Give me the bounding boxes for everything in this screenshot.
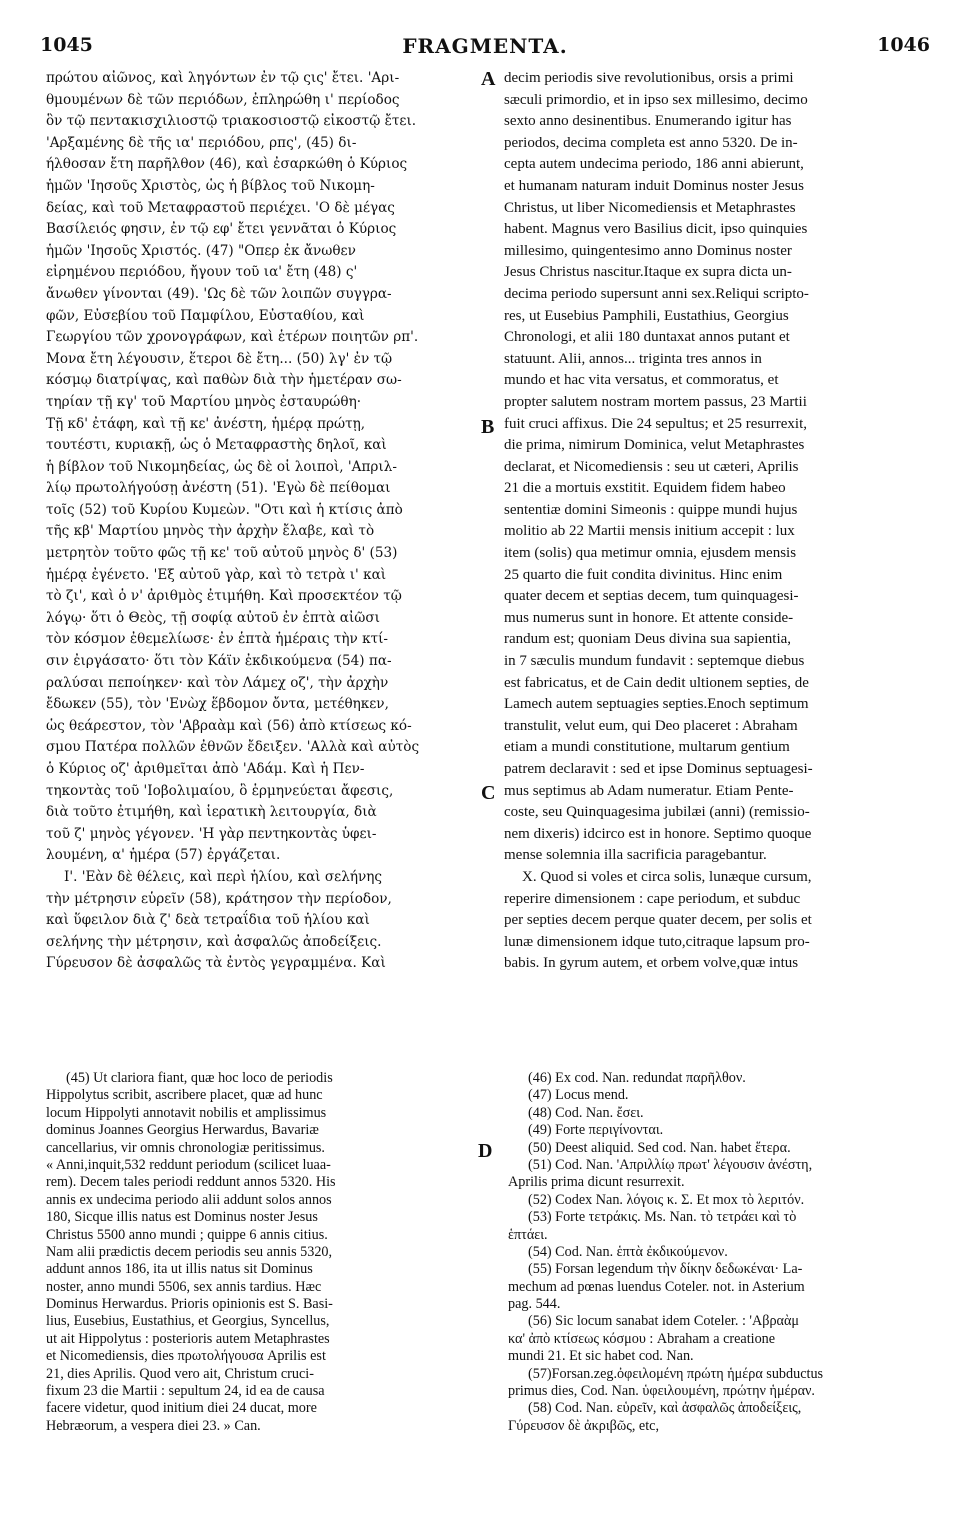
- column-marker-d: D: [478, 1140, 493, 1162]
- footnote-line: annis ex undecima periodo alii addunt solos annos: [46, 1191, 332, 1208]
- footnote-line: (45) Ut clariora fiant, quæ hoc loco de periodis: [66, 1070, 333, 1086]
- latin-text-line: transtulit, velut eum, qui Deo placeret : Abraham: [504, 717, 798, 734]
- greek-text-line: ἡμῶν 'Ιησοῦς Χριστός. (47) "Οπερ ἐκ ἄνωθεν: [46, 242, 356, 259]
- latin-text-line: item (solis) qua metimur omnia, ejusdem mensis: [504, 545, 797, 562]
- greek-text-line: ήλθοσαν ἔτη παρῆλθον (46), καὶ ἐσαρκώθη ὁ Κύριος: [46, 156, 408, 173]
- greek-text-line: μετρητὸν τοῦτο φῶς τῇ κε' τοῦ αὐτοῦ μηνὸς δ' (53): [46, 545, 398, 562]
- latin-text-line: sæculi primordio, et in ipso sex millesimo, decimo: [504, 91, 808, 108]
- latin-text-line: declarat, et Nicomediensis : seu ut cæteri, Aprilis: [504, 458, 799, 475]
- latin-text-line: Chronologi, et alii 180 duntaxat annos putant et: [504, 329, 790, 346]
- footnote-line: (55) Forsan legendum τὴν δίκην δεδωκέναι· La-: [528, 1261, 803, 1278]
- footnote-line: (46) Ex cod. Nan. redundat παρῆλθον.: [528, 1070, 746, 1086]
- greek-text-line: λόγῳ· ὅτι ὁ Θεὸς, τῇ σοφίᾳ αὐτοῦ ἐν ἑπτὰ αἰῶσι: [46, 609, 381, 626]
- greek-text-line: καὶ ὕφειλον διὰ ζ' δεὰ τετραΐδια τοῦ ἡλίου καὶ: [46, 912, 370, 929]
- footnote-line: Dominus Herwardus. Prioris opinionis est S. Basi-: [46, 1296, 333, 1313]
- column-marker-c: C: [481, 782, 496, 804]
- latin-text-line: propter salutem nostram mortem passus, 23 Martii: [504, 393, 807, 410]
- footnote-line: addunt annos 186, ita ut illis natus sit Dominus: [46, 1261, 313, 1278]
- greek-text-line: τὸ ζι', καὶ ὁ ν' ἀριθμὸς ἐτιμήθη. Καὶ προσεκτέον τῷ: [46, 588, 402, 605]
- greek-text-line: σμου Πατέρα πολλῶν ἐθνῶν ἔδειξεν. 'Αλλὰ καὶ αὐτὸς: [46, 739, 420, 756]
- latin-text-line: randum est; quoniam Deus divina sua sapientia,: [504, 631, 792, 648]
- greek-text-line: ὁ Κύριος οζ' ἀριθμεῖται ἀπὸ 'Αδάμ. Καὶ ἡ Πεν-: [46, 761, 365, 777]
- footnote-line: locum Hippolyti annotavit nobilis et amplissimus: [46, 1104, 327, 1121]
- latin-text-line: mus numerus sunt in honore. Et attente conside-: [504, 609, 794, 626]
- greek-text-line: τουτέστι, κυριακῇ, ὡς ὁ Μεταφραστὴς δηλοῖ, καὶ: [46, 437, 387, 454]
- greek-text-line: ραλύσαι πεποίηκεν· καὶ τὸν Λάμεχ οζ', τὴν ἀρχὴν: [46, 674, 389, 691]
- footnote-line: (53) Forte τετράκις. Ms. Nan. τὸ τετράει καὶ τὸ: [528, 1209, 797, 1226]
- greek-text-line: 'Αρξαμένης δὲ τῆς ια' περιόδου, ρπς', (45) δι-: [46, 134, 357, 151]
- footnote-line: (51) Cod. Nan. 'Απριλλίῳ πρωτ' λέγουσιν ἀνέστη,: [528, 1156, 813, 1173]
- greek-text-line: τοῖς (52) τοῦ Κυρίου Κυμεὼν. "Οτι καὶ ἡ κτίσις ἀπὸ: [46, 501, 403, 518]
- footnote-line: lius, Eusebius, Eustathius, et Georgius, Syncellus,: [46, 1313, 330, 1330]
- footnotes-right: [508, 1070, 938, 1435]
- latin-text-line: per septies decem perque quater decem, per solis et: [504, 912, 812, 929]
- greek-text-line: σελήνης τὴν μέτρησιν, καὶ ἀσφαλῶς ἀποδείξεις.: [46, 933, 382, 950]
- latin-text-line: habent. Magnus vero Basilius dicit, ipso quinquies: [504, 221, 808, 238]
- latin-text-line: et humanam naturam induit Dominus noster Jesus: [504, 177, 804, 194]
- latin-text-line: die prima, nimirum Dominica, velut Metaphrastes: [504, 437, 805, 454]
- latin-text-line: fuit cruci affixus. Die 24 sepultus; et 25 resurrexit,: [504, 415, 807, 432]
- greek-text-column: [46, 68, 486, 975]
- footnote-line: ut ait Hippolytus : posterioris autem Metaphrastes: [46, 1330, 330, 1347]
- footnote-line: (49) Forte περιγίνονται.: [528, 1122, 664, 1139]
- greek-text-line: Γεωργίου τῶν χρονογράφων, καὶ ἑτέρων ποιητῶν ρπ'.: [46, 329, 419, 346]
- latin-text-column: [504, 68, 934, 975]
- greek-text-line: εἰρημένου περιόδου, ἤγουν τοῦ ια' ἔτη (48) ς': [46, 264, 358, 281]
- latin-text-line: nem dixeris) idcirco est in honore. Septimo quoque: [504, 825, 812, 842]
- latin-text-line: X. Quod si voles et circa solis, lunæque cursum,: [522, 868, 812, 885]
- footnote-line: Γύρευσον δὲ ἀκριβῶς, etc,: [508, 1417, 660, 1434]
- latin-text-line: res, ut Eusebius Pamphili, Eustathius, Georgius: [504, 307, 789, 324]
- footnote-line: (48) Cod. Nan. ἔσει.: [528, 1104, 644, 1121]
- latin-text-line: etiam a mundi constitutione, multarum gentium: [504, 739, 790, 756]
- footnote-line: (57)Forsan.zeg.ὀφειλομένη πρώτη ἡμέρα subductus: [528, 1365, 824, 1382]
- greek-text-line: διὰ τοῦτο ἐτιμήθη, καὶ ἱερατικὴ λειτουργία, διὰ: [46, 804, 377, 821]
- footnote-line: mechum ad pœnas luendus Coteler. not. in Asterium: [508, 1278, 805, 1295]
- latin-text-line: reperire dimensionem : cape periodum, et subduc: [504, 890, 801, 907]
- latin-text-line: mundo et hac vita versatus, et commoratus, et: [504, 372, 779, 389]
- latin-text-line: statuunt. Alii, annos... triginta tres annos in: [504, 350, 762, 367]
- latin-text-line: decim periodis sive revolutionibus, orsis a primi: [504, 70, 794, 86]
- greek-text-line: τηκοντὰς τοῦ 'Ιοβολιμαίου, ὃ ἑρμηνεύεται ἄφεσις,: [46, 782, 394, 799]
- footnote-line: primus dies, Cod. Nan. ὑφειλουμένη, πρώτην ἡμέραν.: [508, 1383, 815, 1400]
- footnote-line: (58) Cod. Nan. εὑρεῖν, καὶ ἀσφαλῶς ἀποδείξεις,: [528, 1400, 802, 1417]
- greek-text-line: πρώτου αἰῶνος, καὶ ληγόντων ἐν τῷ ςις' ἔτει. 'Αρι-: [46, 70, 400, 86]
- latin-text-line: Christus, ut liber Nicomediensis et Metaphrastes: [504, 199, 796, 216]
- greek-text-line: λουμένη, α' ἡμέρα (57) ἐργάζεται.: [46, 847, 281, 864]
- latin-text-line: mus septimus ab Adam numeratur. Etiam Pente-: [504, 782, 794, 799]
- footnote-line: « Anni,inquit,532 reddunt periodum (scilicet luaa-: [46, 1156, 331, 1173]
- footnote-line: Hebræorum, a vespera diei 23. » Can.: [46, 1417, 261, 1434]
- footnote-line: 180, Sicque illis natus est Dominus noster Jesus: [46, 1209, 318, 1226]
- footnote-line: κα' ἀπὸ κτίσεως κόσμου : Abraham a creatione: [508, 1330, 776, 1347]
- footnote-line: Hippolytus scribit, ascribere placet, quæ ad hunc: [46, 1087, 323, 1104]
- latin-text-line: babis. In gyrum autem, et orbem volve,quæ intus: [504, 955, 799, 972]
- latin-text-line: est fabricatus, et de Cain dedit ultionem septies, de: [504, 674, 809, 691]
- latin-text-line: 21 die a mortuis exstitit. Equidem fidem habeo: [504, 480, 786, 497]
- column-marker-b: B: [481, 416, 495, 438]
- footnote-line: cancellarius, vir omnis chronologiæ peritissimus.: [46, 1139, 325, 1156]
- footnote-line: (52) Codex Nan. λόγοις κ. Σ. Et mox τὸ λεριτόν.: [528, 1191, 805, 1208]
- greek-text-line: Γύρευσον δὲ ἀσφαλῶς τὰ ἐντὸς γεγραμμένα. Καὶ: [46, 955, 386, 972]
- footnote-line: Christus 5500 anno mundi ; quippe 6 annis citius.: [46, 1226, 328, 1243]
- footnote-line: facere videtur, quod initium diei 24 ducat, more: [46, 1400, 317, 1417]
- greek-text-line: Τῇ κδ' ἐτάφη, καὶ τῇ κε' ἀνέστη, ἡμέρᾳ πρώτῃ,: [46, 415, 366, 432]
- footnote-line: noster, anno mundi 5506, sex annis tardius. Hæc: [46, 1278, 322, 1295]
- footnote-line: fixum 23 die Martii : sepultum 24, id ea de causa: [46, 1383, 325, 1400]
- page-header: [40, 22, 930, 56]
- greek-text-line: ἄνωθεν γίνονται (49). 'Ως δὲ τῶν λοιπῶν συγγρα-: [46, 285, 392, 302]
- latin-text-line: 25 quarto die fuit condita divinitus. Hinc enim: [504, 566, 783, 583]
- greek-text-line: ἡ βίβλον τοῦ Νικομηδείας, ὡς δὲ οἱ λοιποὶ, 'Απριλ-: [46, 458, 397, 475]
- greek-text-line: ἡμέρᾳ ἐγένετο. 'Εξ αὐτοῦ γὰρ, καὶ τὸ τετρὰ ι' καὶ: [46, 566, 387, 583]
- latin-text-line: coste, seu Quinquagesima jubilæi (anni) (remissio-: [504, 804, 810, 821]
- latin-text-line: lunæ dimensionem idque tuto,citraque lapsum pro-: [504, 933, 810, 950]
- greek-text-line: λίῳ πρωτολήγούσῃ ἀνέστη (51). 'Εγὼ δὲ πείθομαι: [46, 480, 391, 497]
- greek-text-line: τῆς κβ' Μαρτίου μηνὸς τὴν ἀρχὴν ἔλαβε, καὶ τὸ: [46, 523, 375, 540]
- footnote-line: (54) Cod. Nan. ἑπτὰ ἐκδικούμενον.: [528, 1243, 728, 1260]
- latin-text-line: quater decem et septias decem, tum quinquagesi-: [504, 588, 799, 605]
- greek-text-line: ἔδωκεν (55), τὸν 'Ενὼχ ἕβδομον ὄντα, μετέθηκεν,: [46, 696, 389, 713]
- greek-text-line: Μονα ἔτη λέγουσιν, ἕτεροι δὲ ἔτη... (50) λγ' ἐν τῷ: [46, 350, 393, 367]
- footnote-line: (56) Sic locum sanabat idem Coteler. : 'Αβραὰμ: [528, 1313, 800, 1330]
- latin-text-line: decima periodo supersunt anni sex.Reliqui scripto-: [504, 285, 809, 302]
- greek-text-line: φῶν, Εὐσεβίου τοῦ Παμφίλου, Εὐσταθίου, καὶ: [46, 307, 365, 324]
- running-title: FRAGMENTA.: [402, 34, 568, 58]
- greek-text-line: Βασίλειός φησιν, ἐν τῷ εφ' ἔτει γεννᾶται ὁ Κύριος: [46, 221, 397, 238]
- greek-text-line: θμουμένων δὲ τῶν περιόδων, ἐπληρώθη ι' περίοδος: [46, 91, 400, 108]
- latin-text-line: sexto anno desinentibus. Enumerando igitur has: [504, 113, 792, 130]
- footnote-line: dominus Joannes Georgius Herwardus, Bavariæ: [46, 1122, 319, 1139]
- footnote-line: mundi 21. Et sic habet cod. Nan.: [508, 1348, 694, 1365]
- greek-text-line: Ι'. 'Εὰν δὲ θέλεις, καὶ περὶ ἡλίου, καὶ σελήνης: [64, 868, 382, 885]
- latin-text-line: sententiæ domini Simeonis : quippe mundi hujus: [504, 501, 798, 518]
- footnote-line: Aprilis prima dicunt resurrexit.: [508, 1174, 685, 1191]
- greek-text-line: τὴν μέτρησιν εὑρεῖν (58), κράτησον τὴν περίοδον,: [46, 890, 392, 907]
- latin-text-line: mense solemnia illa sacrificia paragebantur.: [504, 847, 767, 864]
- footnote-line: Nam alii prædictis decem periodis seu annis 5320,: [46, 1243, 333, 1260]
- latin-text-line: cepta autem undecima periodo, 186 anni abierunt,: [504, 156, 804, 173]
- latin-text-line: Jesus Christus nascitur.Itaque ex supra dicta un-: [504, 264, 792, 281]
- latin-text-line: patrem declaravit : sed et ipse Dominus septuagesi-: [504, 761, 813, 777]
- footnote-line: (50) Deest aliquid. Sed cod. Nan. habet ἕτερα.: [528, 1139, 791, 1156]
- column-marker-a: A: [481, 68, 496, 90]
- greek-text-line: τηρίαν τῇ κγ' τοῦ Μαρτίου μηνὸς ἐσταυρώθη·: [46, 393, 362, 410]
- footnote-line: ἑπτάει.: [508, 1226, 548, 1243]
- greek-text-line: κόσμῳ διατρίψας, καὶ παθὼν διὰ τὴν ἡμετέραν σω-: [46, 372, 402, 389]
- greek-text-line: σιν ἐιργάσατο· ὅτι τὸν Κάϊν ἐκδικούμενα (54) πα-: [46, 653, 392, 670]
- footnote-line: pag. 544.: [508, 1296, 561, 1313]
- greek-text-line: ὃν τῷ πεντακισχιλιοστῷ τριακοσιοστῷ εἰκοστῷ ἔτει.: [46, 113, 417, 130]
- latin-text-line: in 7 sæculis mundum fundavit : septemque diebus: [504, 653, 805, 670]
- latin-text-line: Lamech autem septuagies septies.Enoch septimum: [504, 696, 809, 713]
- latin-text-line: millesimo, quingentesimo anno Dominus noster: [504, 242, 792, 259]
- footnote-line: rem). Decem tales periodi reddunt annos 5320. His: [46, 1174, 336, 1191]
- latin-text-line: periodos, decima completa est anno 5320. De in-: [504, 134, 798, 151]
- footnote-line: (47) Locus mend.: [528, 1087, 629, 1104]
- page-number-right: 1046: [877, 34, 930, 56]
- greek-text-line: ὡς θεάρεστον, τὸν 'Αβραὰμ καὶ (56) ἀπὸ κτίσεως κό-: [46, 717, 412, 734]
- footnote-line: et Nicomediensis, dies πρωτολήγουσα Aprilis est: [46, 1348, 326, 1365]
- greek-text-line: τοῦ ζ' μηνὸς γέγονεν. 'Η γὰρ πεντηκοντὰς ὑφει-: [46, 825, 377, 842]
- latin-text-line: molitio ab 22 Martii mensis initium accepit : lux: [504, 523, 795, 540]
- footnote-line: 21, dies Aprilis. Quod vero ait, Christum cruci-: [46, 1365, 314, 1382]
- greek-text-line: δείας, καὶ τοῦ Μεταφραστοῦ περιέχει. 'Ο δὲ μέγας: [46, 199, 395, 216]
- greek-text-line: τὸν κόσμον ἐθεμελίωσε· ἐν ἑπτὰ ἡμέραις τὴν κτί-: [46, 631, 389, 648]
- greek-text-line: ἡμῶν 'Ιησοῦς Χριστὸς, ὡς ἡ βίβλος τοῦ Νικομη-: [46, 177, 375, 194]
- page-number-left: 1045: [40, 34, 93, 56]
- footnotes-left: [46, 1070, 486, 1435]
